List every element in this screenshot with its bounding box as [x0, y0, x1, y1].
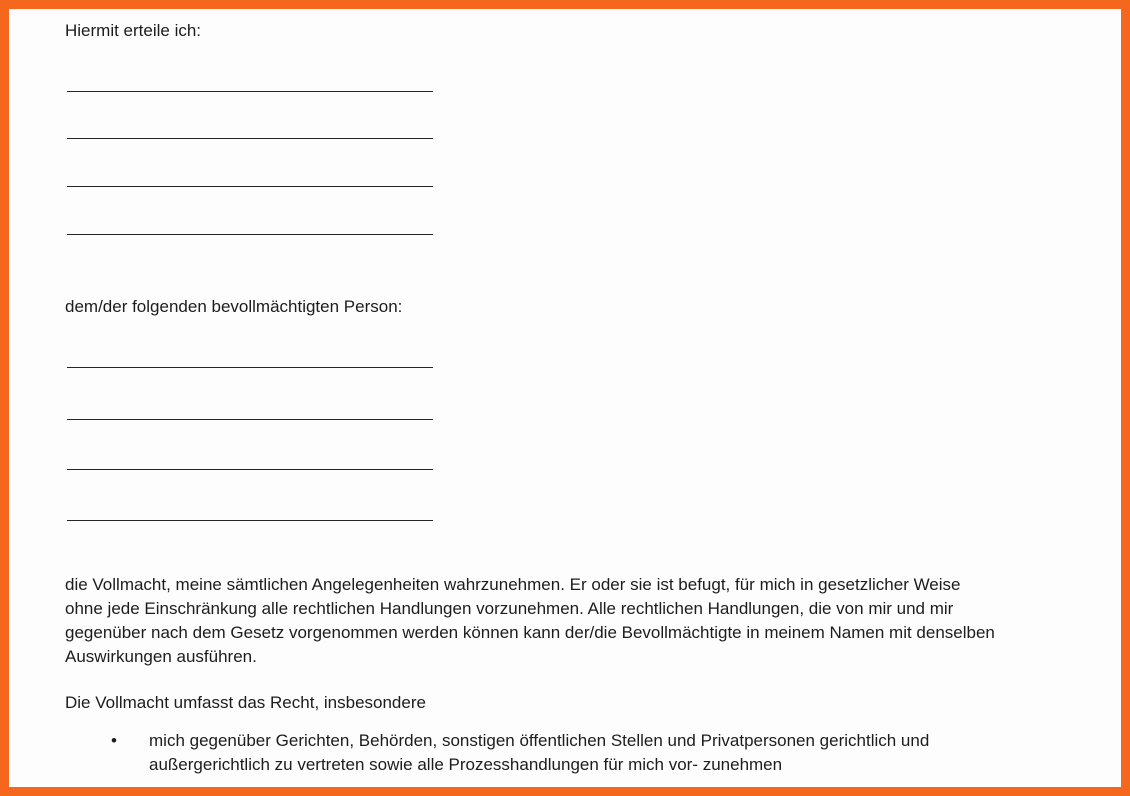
bullet-icon: • — [111, 731, 117, 750]
attorney-label: dem/der folgenden bevollmächtigten Person: — [65, 297, 403, 316]
grantor-line-2[interactable] — [67, 138, 433, 139]
attorney-fields — [65, 367, 1081, 521]
grantor-line-3[interactable] — [67, 186, 433, 187]
document-sheet — [9, 9, 1121, 787]
grantor-fields — [65, 91, 1081, 235]
intro-text: Hiermit erteile ich: — [65, 21, 202, 40]
attorney-line-3[interactable] — [67, 469, 433, 470]
document-body — [65, 11, 1081, 777]
grantor-line-1[interactable] — [67, 91, 433, 92]
attorney-line-4[interactable] — [67, 520, 433, 521]
attorney-line-2[interactable] — [67, 419, 433, 420]
list-item-label: mich gegenüber Gerichten, Behörden, sonstigen öffentlichen Stellen und Privatpersonen gerichtlich und außergerichtlich zu vertreten sowie alle Prozesshandlungen für mich vor- zunehmen — [149, 731, 930, 774]
grantor-line-4[interactable] — [67, 234, 433, 235]
attorney-line-1[interactable] — [67, 367, 433, 368]
scope-paragraph: Die Vollmacht umfasst das Recht, insbesondere — [65, 693, 426, 712]
scope-bullet-list — [65, 729, 1081, 777]
list-item — [65, 729, 995, 777]
main-paragraph: die Vollmacht, meine sämtlichen Angelegenheiten wahrzunehmen. Er oder sie ist befugt, für mich in gesetzlicher Weise ohne jede Einschränkung alle rechtlichen Handlungen vorzunehmen. Alle rechtlichen Handlungen, die von mir und mir gegenüber nach dem Gesetz vorgenommen werden können kann der/die Bevollmächtigte in meinem Namen mit denselben Auswirkungen ausführen. — [65, 575, 999, 666]
